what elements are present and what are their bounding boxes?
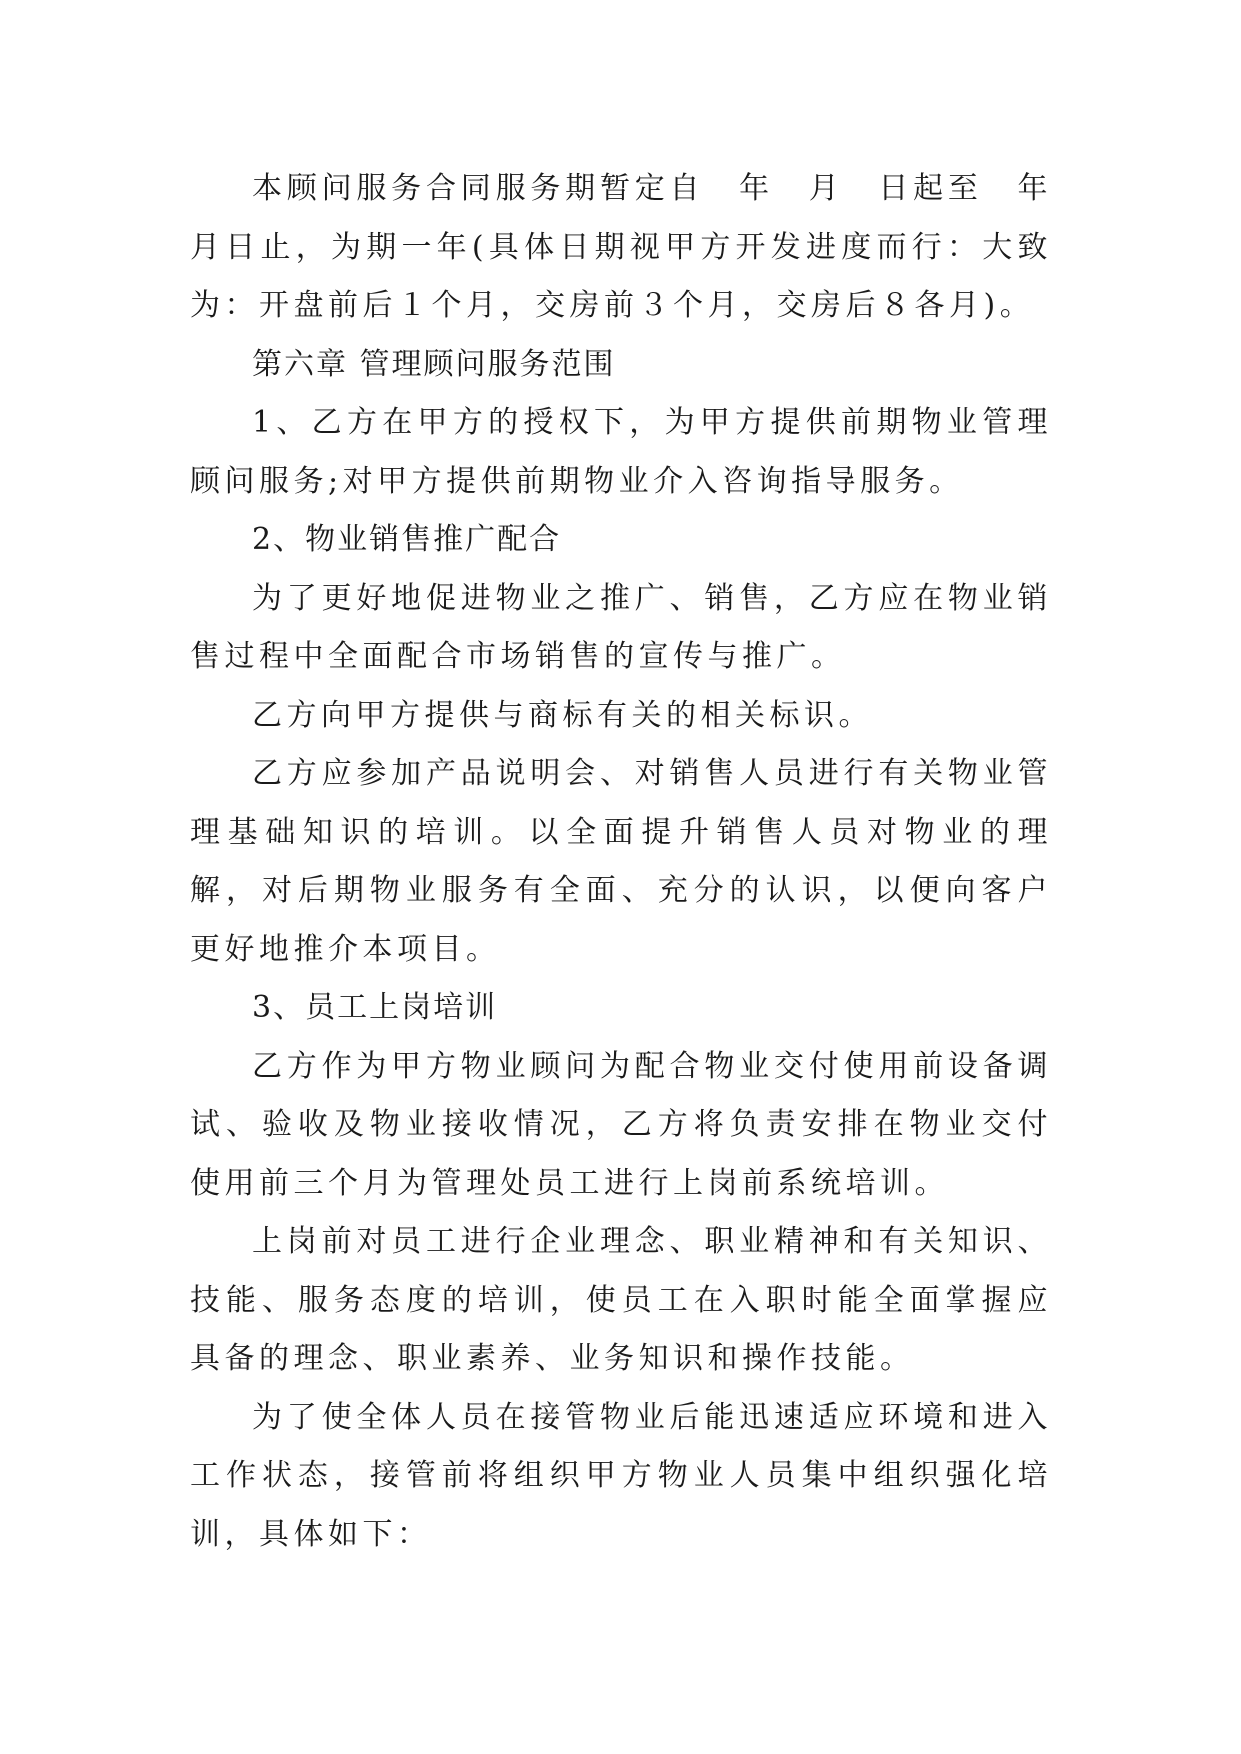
paragraph-product-briefing: 乙方应参加产品说明会、对销售人员进行有关物业管理基础知识的培训。以全面提升销售人员对物业的理解，对后期物业服务有全面、充分的认识，以便向客户更好地推介本项目。 [190, 756, 1052, 967]
paragraph-service-period: 本顾问服务合同服务期暂定自 年 月 日起至 年 月日止，为期一年(具体日期视甲方开发进度而行：大致为：开盘前后１个月，交房前３个月，交房后８各月)。 [190, 171, 1087, 323]
paragraph-item-1: 1、乙方在甲方的授权下，为甲方提供前期物业管理顾问服务;对甲方提供前期物业介入咨询指导服务。 [190, 405, 1052, 499]
paragraph-training-content: 上岗前对员工进行企业理念、职业精神和有关知识、技能、服务态度的培训，使员工在入职时能全面掌握应具备的理念、职业素养、业务知识和操作技能。 [190, 1224, 1052, 1376]
chapter-heading: 第六章 管理顾问服务范围 [252, 346, 616, 382]
paragraph-sales-promotion: 为了更好地促进物业之推广、销售，乙方应在物业销售过程中全面配合市场销售的宣传与推广。 [190, 580, 1052, 674]
document-body [190, 160, 1087, 1564]
paragraph-intensive-training: 为了使全体人员在接管物业后能迅速适应环境和进入工作状态，接管前将组织甲方物业人员集中组织强化培训，具体如下： [190, 1399, 1052, 1552]
paragraph-trademark: 乙方向甲方提供与商标有关的相关标识。 [252, 697, 873, 733]
section-heading-sales: 2、物业销售推广配合 [252, 522, 562, 557]
section-heading-training: 3、员工上岗培训 [252, 990, 498, 1025]
paragraph-training-schedule: 乙方作为甲方物业顾问为配合物业交付使用前设备调试、验收及物业接收情况，乙方将负责安排在物业交付使用前三个月为管理处员工进行上岗前系统培训。 [190, 1048, 1052, 1201]
